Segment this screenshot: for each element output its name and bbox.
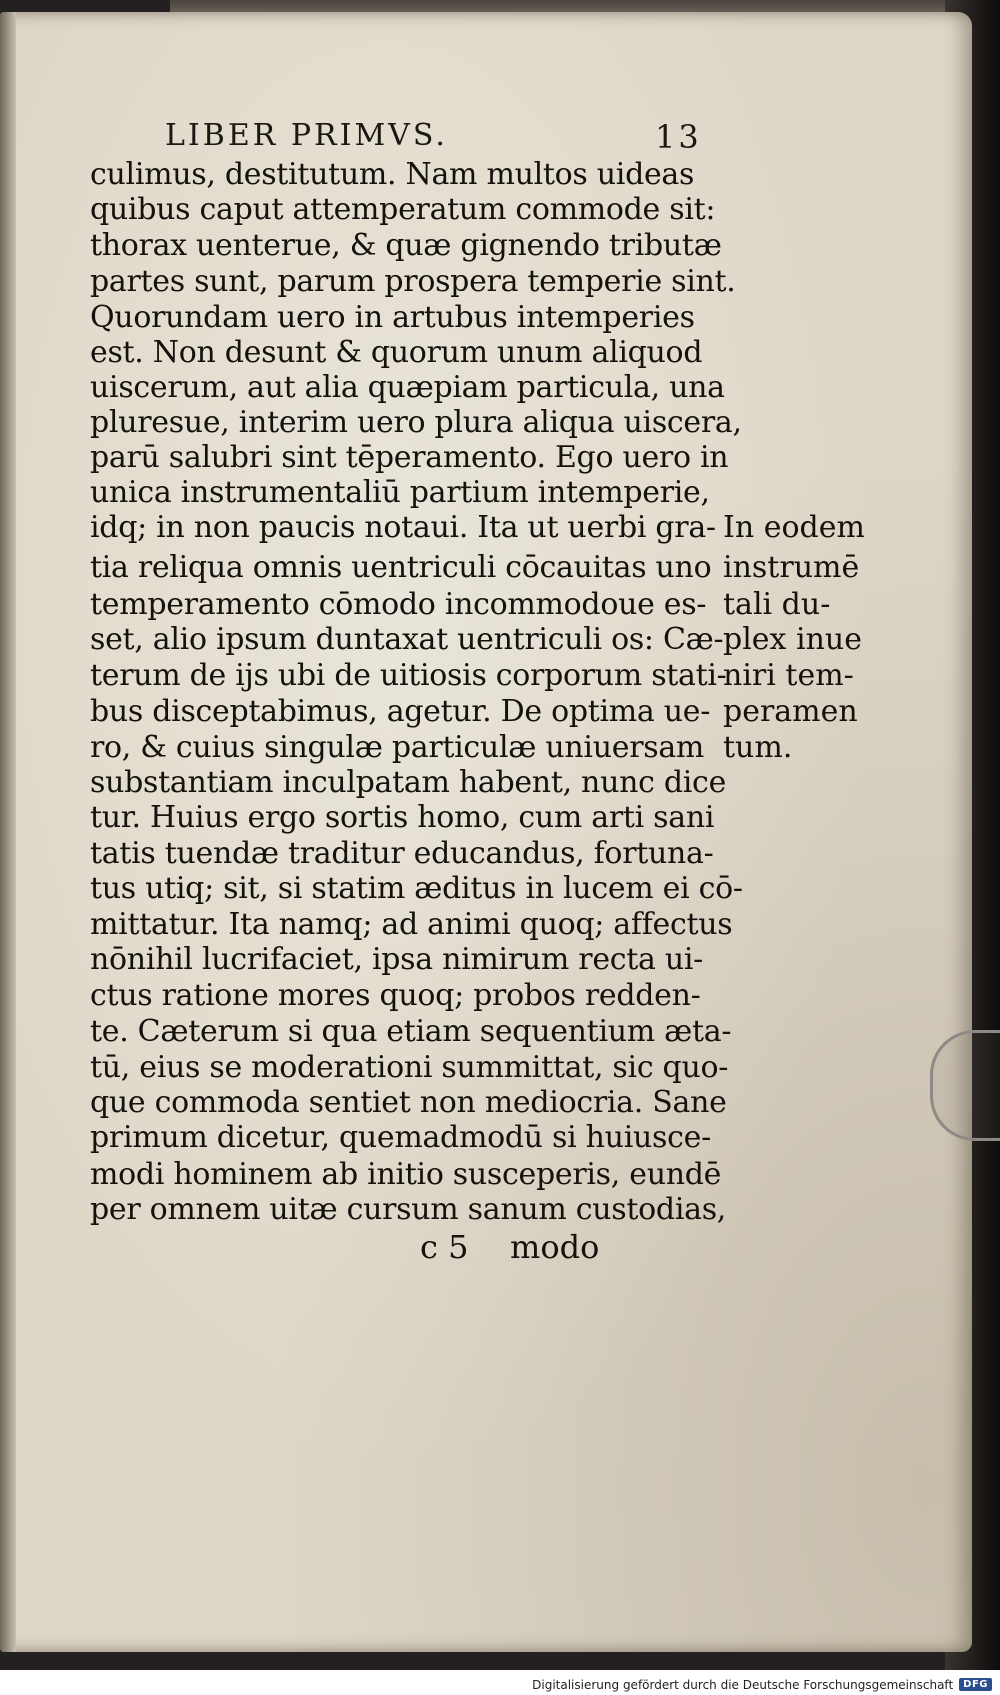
signature-mark: c 5 (420, 1228, 469, 1266)
marginal-note-line: tali du- (723, 587, 831, 622)
page-footer (420, 1228, 740, 1272)
page-number: 13 (655, 118, 702, 156)
marginal-note-line: In eodem (723, 510, 865, 545)
marginal-note-line: tum. (723, 730, 793, 765)
text-line: modi hominem ab initio susceperis, eundē (90, 1157, 722, 1192)
marginal-note-line: peramen (723, 694, 858, 729)
text-line: parū salubri sint tēperamento. Ego uero in (90, 440, 729, 475)
dfg-logo: DFG (959, 1678, 992, 1691)
text-line: partes sunt, parum prospera temperie sint. (90, 264, 736, 299)
text-line: Quorundam uero in artubus intemperies (90, 300, 695, 335)
text-line: temperamento cōmodo incommodoue es- (90, 587, 707, 622)
text-line: primum dicetur, quemadmodū si huiusce- (90, 1120, 711, 1155)
marginal-note-line: instrumē (723, 550, 860, 585)
paper-clip (930, 1030, 1000, 1141)
text-line: ctus ratione mores quoq; probos redden- (90, 978, 701, 1013)
running-head (165, 110, 702, 156)
text-line: tur. Huius ergo sortis homo, cum arti sani (90, 800, 715, 835)
marginal-note-line: plex inue (723, 622, 862, 657)
text-line: per omnem uitæ cursum sanum custodias, (90, 1192, 727, 1227)
text-line: quibus caput attemperatum commode sit: (90, 192, 716, 227)
text-line: est. Non desunt & quorum unum aliquod (90, 335, 703, 370)
marginal-note-line: niri tem- (723, 658, 854, 693)
digitization-credit (532, 1676, 992, 1693)
text-line: que commoda sentiet non mediocria. Sane (90, 1085, 727, 1120)
text-line: ro, & cuius singulæ particulæ uniuersam (90, 730, 705, 765)
text-line: tū, eius se moderationi summittat, sic quo- (90, 1050, 729, 1085)
text-line: nōnihil lucrifaciet, ipsa nimirum recta ui- (90, 942, 704, 977)
text-line: terum de ijs ubi de uitiosis corporum stati- (90, 658, 727, 693)
text-line: pluresue, interim uero plura aliqua uiscera, (90, 405, 742, 440)
text-line: tia reliqua omnis uentriculi cōcauitas uno (90, 550, 712, 585)
text-line: unica instrumentaliū partium intemperie, (90, 475, 710, 510)
text-line: uiscerum, aut alia quæpiam particula, una (90, 370, 725, 405)
text-line: tus utiq; sit, si statim æditus in lucem ei cō- (90, 871, 743, 906)
catchword: modo (510, 1228, 600, 1266)
running-head-title: LIBER PRIMVS. (165, 118, 448, 153)
text-line: mittatur. Ita namq; ad animi quoq; affectus (90, 907, 733, 942)
text-line: thorax uenterue, & quæ gignendo tributæ (90, 228, 722, 263)
text-line: bus disceptabimus, agetur. De optima ue- (90, 694, 711, 729)
text-line: tatis tuendæ traditur educandus, fortuna- (90, 836, 714, 871)
page-gutter (0, 12, 16, 1652)
text-line: te. Cæterum si qua etiam sequentium æta- (90, 1014, 732, 1049)
text-line: idq; in non paucis notaui. Ita ut uerbi gra- (90, 510, 716, 545)
text-line: set, alio ipsum duntaxat uentriculi os: Cæ- (90, 622, 724, 657)
credit-text: Digitalisierung gefördert durch die Deutsche Forschungsgemeinschaft (532, 1677, 954, 1692)
text-line: culimus, destitutum. Nam multos uideas (90, 157, 695, 192)
text-line: substantiam inculpatam habent, nunc dice (90, 765, 727, 800)
